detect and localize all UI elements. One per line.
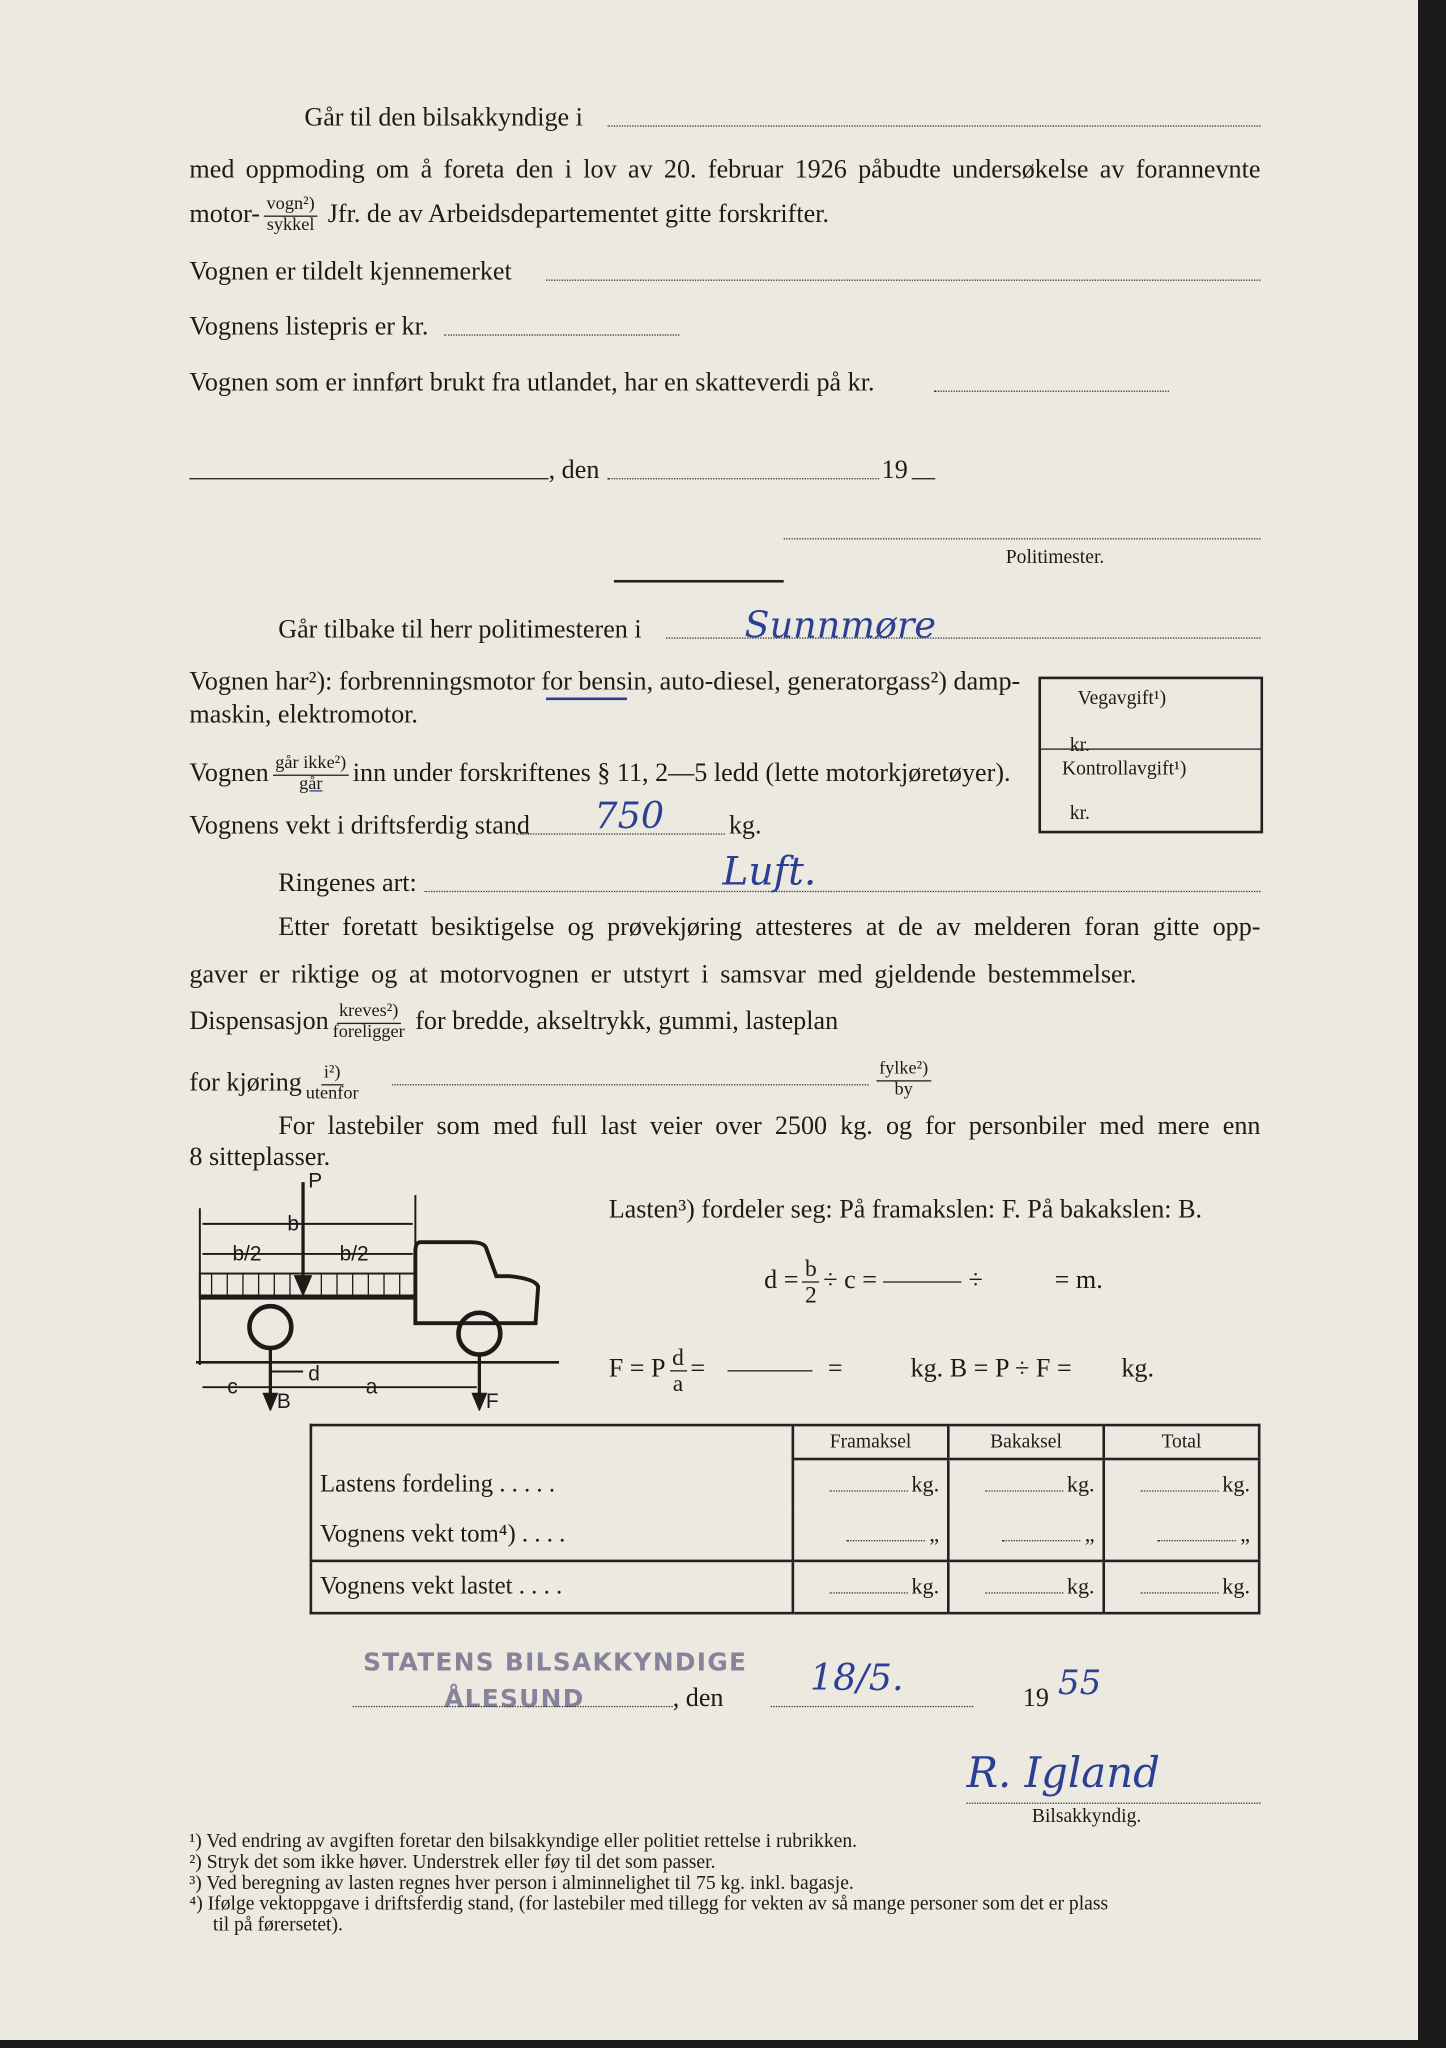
ff-num: d — [669, 1345, 686, 1371]
inspector-signature-field[interactable] — [967, 1803, 1261, 1804]
inspector-date-handwritten: 18/5. — [809, 1656, 904, 1700]
ff-end: kg. — [1121, 1354, 1155, 1384]
diagram-label-B: B — [276, 1390, 291, 1411]
kontrollavgift-kr: kr. — [1069, 803, 1090, 825]
frac-sykkel: sykkel — [266, 215, 315, 235]
fd-rest: ÷ c = — [823, 1265, 878, 1295]
vegavgift-label: Vegavgift¹) — [1077, 688, 1167, 710]
fd-prefix: d = — [764, 1265, 799, 1295]
truck-load-diagram — [196, 1169, 562, 1411]
dispensation-line — [189, 1003, 838, 1043]
bilsakkyndig-place-field[interactable] — [607, 125, 1260, 126]
den-label: , den — [548, 455, 600, 485]
ff-prefix: F = P — [608, 1354, 666, 1384]
tyres-label: Ringenes art: — [278, 868, 417, 898]
motor-prefix: motor- — [189, 199, 260, 229]
skatteverdi-field[interactable] — [934, 391, 1169, 392]
table-row: Lastens fordeling . . . . . kg. kg. kg. — [311, 1459, 1259, 1510]
police-year-field[interactable] — [912, 478, 936, 479]
engine-line2: maskin, elektromotor. — [189, 700, 418, 729]
ff-kg: kg. B = P ÷ F = — [910, 1354, 1072, 1384]
politimester-label: Politimester. — [1005, 547, 1105, 569]
weight-label: Vognens vekt i driftsferdig stand — [189, 811, 530, 840]
frac-vogn: vogn²) — [264, 196, 317, 216]
vegavgift-kr: kr. — [1069, 735, 1090, 757]
inspector-place-field[interactable] — [353, 1706, 673, 1707]
footnote-1: ¹) Ved endring av avgiften foretar den bilsakkyndige eller politiet rettelse i rubrikken. — [189, 1831, 858, 1853]
inspector-year-prefix: 19 — [1022, 1683, 1049, 1713]
weight-value: 750 — [594, 794, 665, 838]
col-bakaksel: Bakaksel — [948, 1425, 1103, 1459]
col-total: Total — [1104, 1425, 1259, 1459]
driving-prefix: for kjøring — [189, 1068, 302, 1097]
frac-gaar-ikke: går ikke²) — [273, 755, 349, 775]
frac-foreligger: foreligger — [332, 1022, 405, 1042]
fees-box — [1038, 677, 1263, 834]
trucks-line1: For lastebiler som med full last veier over 2500 kg. og for personbiler med mere enn — [278, 1111, 1261, 1141]
tyres-field[interactable] — [425, 891, 1261, 892]
footnote-4-cont: til på førersetet). — [212, 1914, 343, 1936]
formula-d — [764, 1257, 1103, 1308]
diagram-label-b: b — [287, 1212, 299, 1236]
listepris-field[interactable] — [444, 334, 679, 335]
table-row: Vognens vekt lastet . . . . kg. kg. kg. — [311, 1561, 1259, 1613]
section-divider — [614, 580, 784, 583]
disp-prefix: Dispensasjon — [189, 1006, 329, 1036]
attest-line2: gaver er riktige og at motorvognen er utstyrt i samsvar med gjeldende bestemmelser. — [189, 960, 1137, 989]
table-row: Vognens vekt tom⁴) . . . . „ „ „ — [311, 1510, 1259, 1561]
bensin-underline — [546, 698, 627, 701]
ff-den: a — [672, 1370, 684, 1397]
driving-line — [189, 1065, 362, 1105]
ff-eq: = — [690, 1354, 706, 1384]
return-label: Går tilbake til herr politimesteren i — [278, 615, 642, 644]
kontrollavgift-label: Kontrollavgift¹) — [1061, 758, 1187, 780]
header-line3-text: Jfr. de av Arbeidsdepartementet gitte forskrifter. — [327, 199, 830, 229]
bilsakkyndig-label: Bilsakkyndig. — [1031, 1806, 1142, 1828]
row-label: Vognens vekt lastet . . . . — [320, 1572, 563, 1601]
listepris-label: Vognens listepris er kr. — [189, 312, 429, 341]
inspector-date-field[interactable] — [771, 1706, 973, 1707]
header-line2: med oppmoding om å foreta den i lov av 20. februar 1926 påbudte undersøkelse av forannevnte — [189, 155, 1261, 185]
kjennemerke-label: Vognen er tildelt kjennemerket — [189, 257, 512, 287]
return-handwritten: Sunnmøre — [744, 603, 937, 647]
inspector-year-handwritten: 55 — [1058, 1664, 1102, 1704]
header-line1: Går til den bilsakkyndige i — [304, 103, 583, 132]
disp-rest: for bredde, akseltrykk, gummi, lasteplan — [415, 1006, 839, 1036]
fees-box-divider — [1041, 748, 1260, 749]
weight-unit: kg. — [728, 811, 762, 840]
ff-eq2: = — [827, 1354, 843, 1384]
row-label: Vognens vekt tom⁴) . . . . — [320, 1520, 566, 1548]
diagram-label-F: F — [485, 1390, 499, 1411]
footnote-4: ⁴) Ifølge vektoppgave i driftsferdig stand, (for lastebiler med tillegg for vekten av så mange personer som det er plass — [189, 1893, 1109, 1915]
footnote-2: ²) Stryk det som ikke høver. Understrek eller føy til det som passer. — [189, 1852, 716, 1874]
light-prefix: Vognen — [189, 758, 269, 788]
frac-kreves: kreves²) — [336, 1003, 401, 1023]
load-table — [310, 1424, 1261, 1615]
stamp-line1: STATENS BILSAKKYNDIGE — [363, 1648, 748, 1678]
fd-tail: ÷ — [968, 1265, 983, 1295]
kjennemerke-field[interactable] — [546, 280, 1260, 281]
frac-fylke: fylke²) — [876, 1061, 930, 1081]
year-prefix: 19 — [881, 455, 908, 485]
diagram-label-d: d — [308, 1362, 320, 1386]
formula-f — [609, 1345, 1262, 1396]
fd-den: 2 — [804, 1281, 817, 1308]
attest-line1: Etter foretatt besiktigelse og prøvekjøring attesteres at de av melderen foran gitte opp- — [278, 913, 1261, 942]
engine-line1: Vognen har²): forbrenningsmotor for bensin, auto-diesel, generatorgass²) damp- — [189, 667, 1021, 697]
frac-i: i²) — [321, 1065, 343, 1085]
police-place-field[interactable] — [189, 478, 548, 479]
frac-utenfor: utenfor — [305, 1083, 359, 1104]
inspector-signature: R. Igland — [966, 1747, 1160, 1798]
footnote-3: ³) Ved beregning av lasten regnes hver person i alminnelighet til 75 kg. inkl. bagasje. — [189, 1873, 854, 1894]
frac-by: by — [894, 1079, 913, 1100]
fd-num: b — [802, 1257, 819, 1283]
police-date-field[interactable] — [607, 478, 879, 479]
diagram-label-half-right: b/2 — [339, 1242, 369, 1266]
politimester-signature-field[interactable] — [784, 538, 1261, 539]
fd-end: = m. — [1054, 1265, 1103, 1295]
stamp-line2: ÅLESUND — [444, 1684, 585, 1714]
row-label: Lastens fordeling . . . . . — [320, 1470, 556, 1498]
load-line: Lasten³) fordeler seg: På framakslen: F. På bakakslen: B. — [608, 1195, 1203, 1224]
header-line3 — [189, 196, 829, 236]
diagram-label-c: c — [227, 1375, 238, 1399]
col-framaksel: Framaksel — [793, 1425, 948, 1459]
trucks-line2: 8 sitteplasser. — [189, 1142, 331, 1172]
frac-gaar: går — [299, 774, 323, 794]
tyres-value: Luft. — [722, 849, 817, 895]
skatteverdi-label: Vognen som er innført brukt fra utlandet, har en skatteverdi på kr. — [189, 368, 875, 398]
diagram-label-p: P — [308, 1169, 323, 1193]
driving-area-field[interactable] — [392, 1084, 869, 1085]
inspector-den: , den — [672, 1683, 724, 1713]
diagram-label-a: a — [365, 1375, 378, 1399]
diagram-label-half-left: b/2 — [232, 1242, 262, 1266]
light-rest: inn under forskriftenes § 11, 2—5 ledd (lette motorkjøretøyer). — [352, 758, 1011, 788]
light-vehicle-line — [189, 755, 1010, 795]
